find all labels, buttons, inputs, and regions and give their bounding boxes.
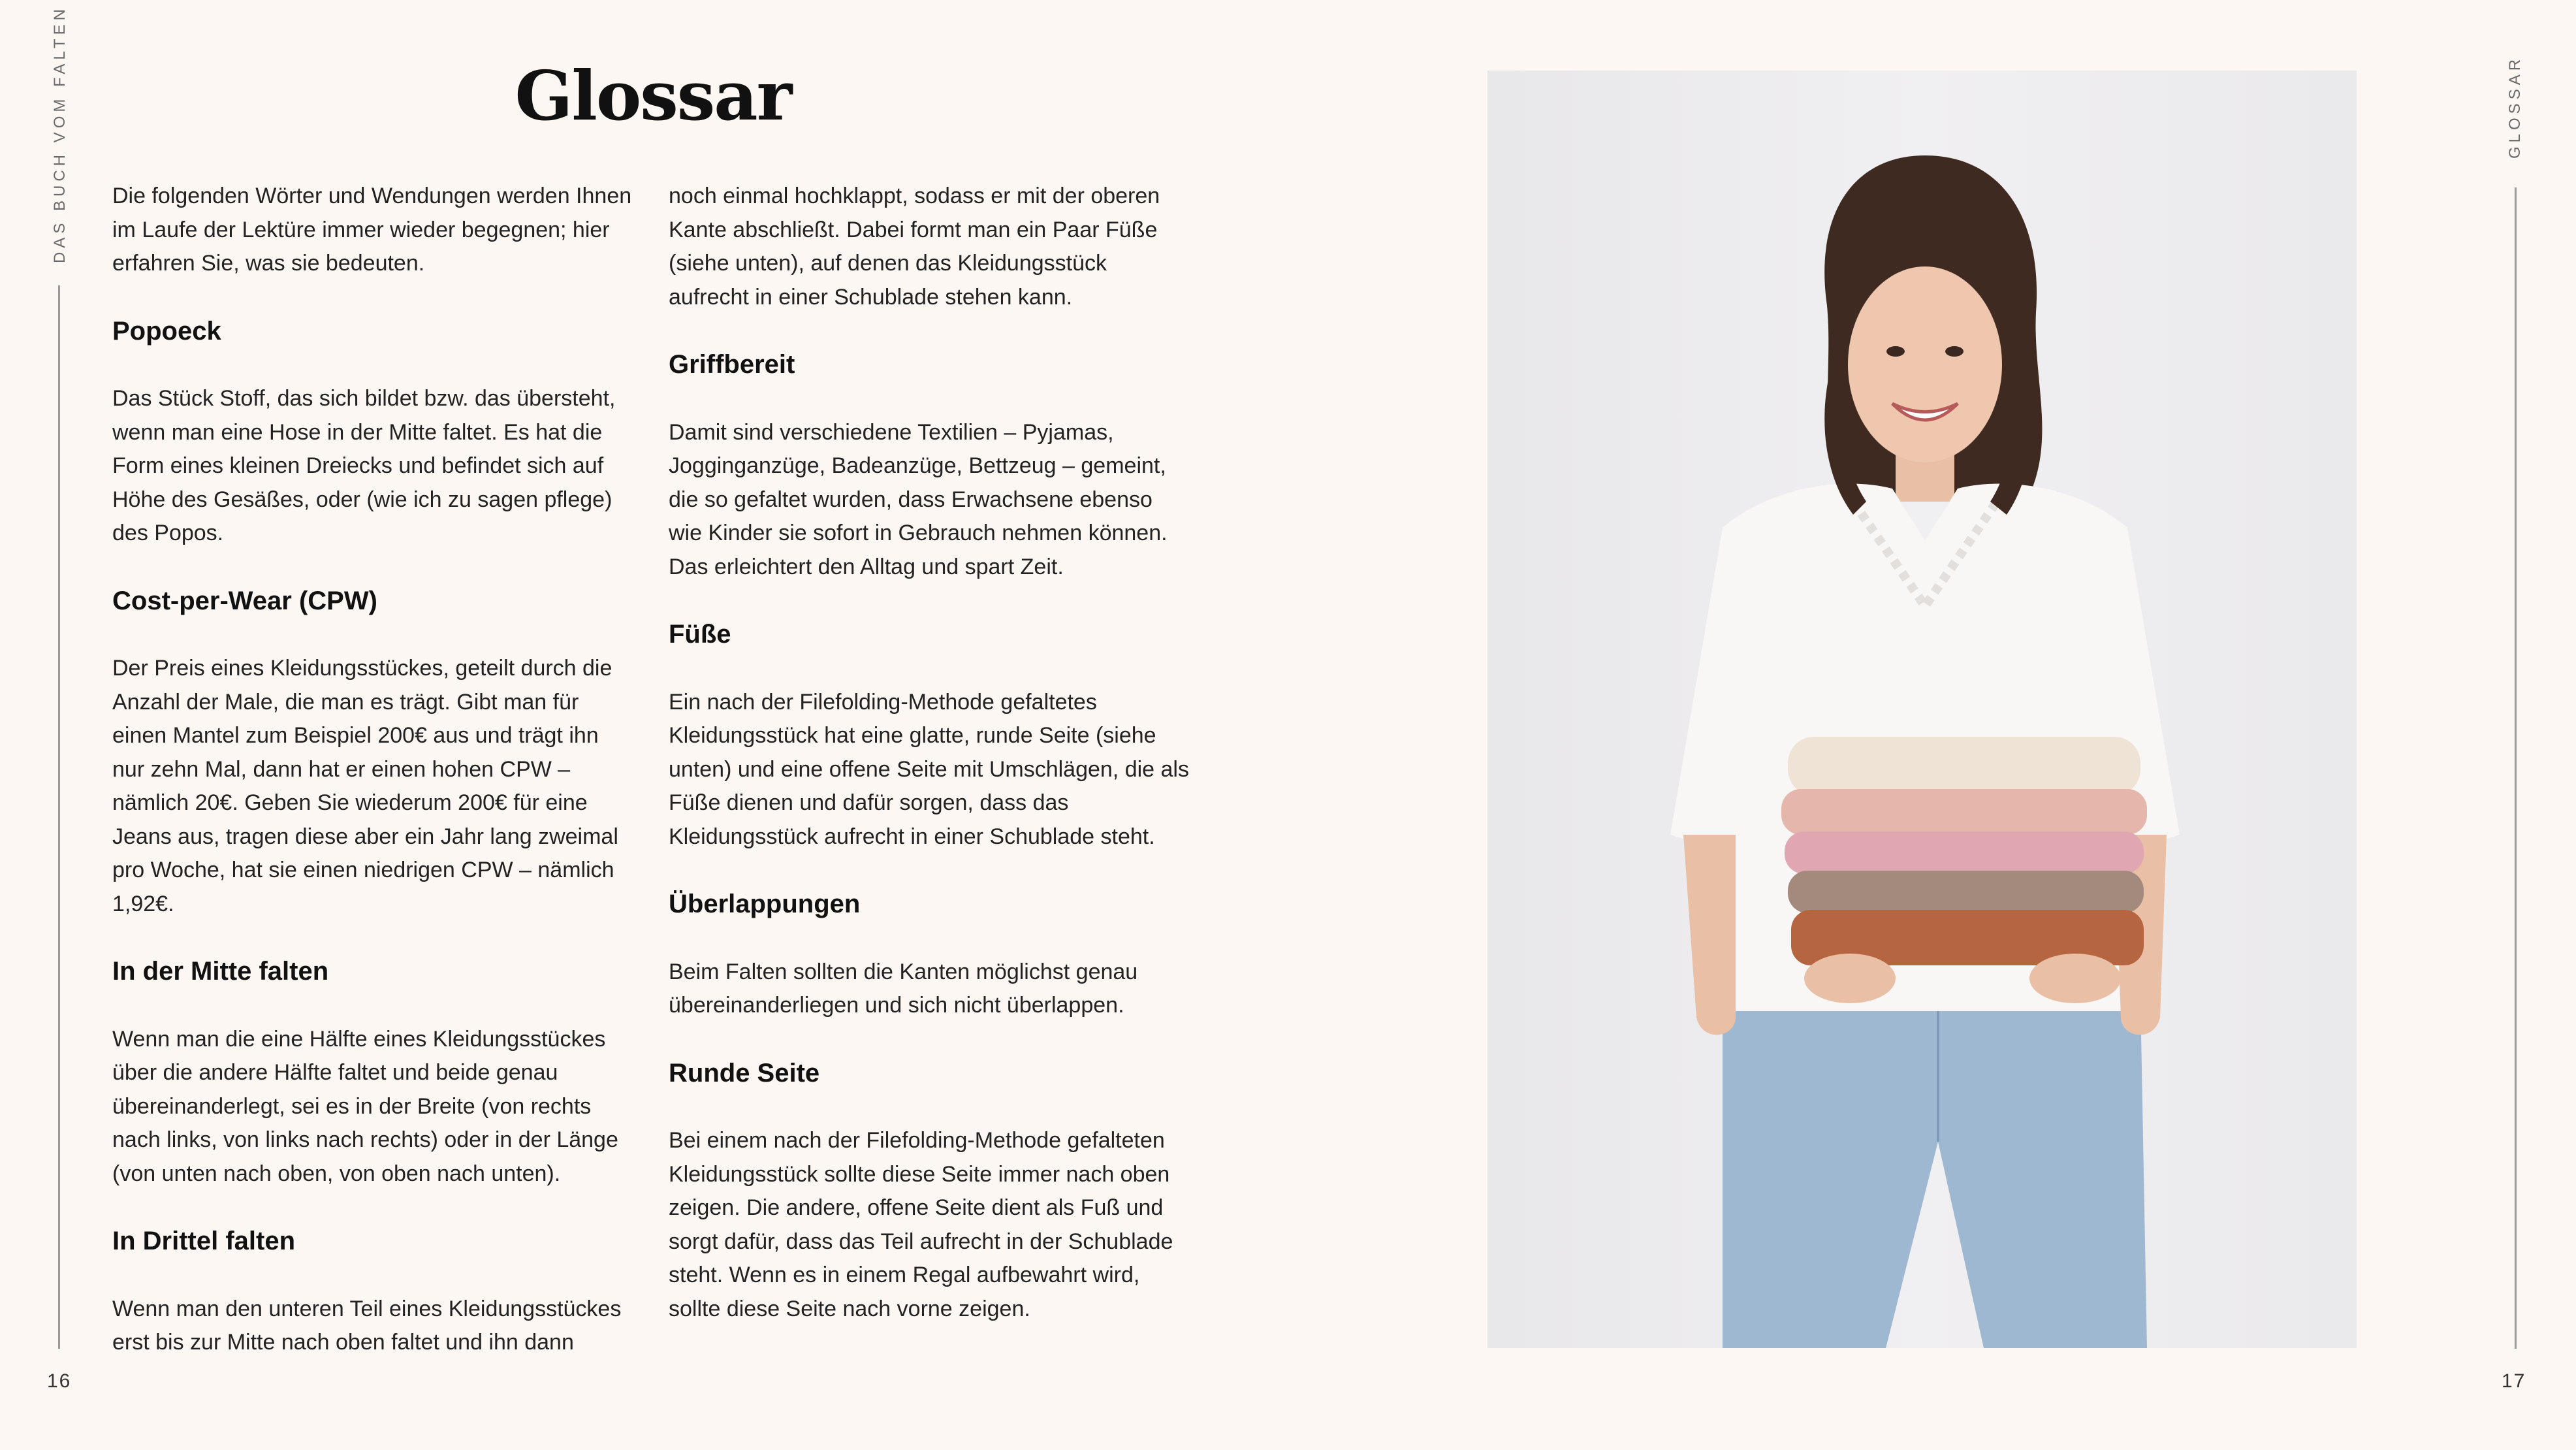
- page-number-right: 17: [2502, 1370, 2526, 1392]
- vertical-rule-left: [58, 285, 60, 1349]
- glossary-term: Füße: [669, 620, 731, 649]
- glossary-term: In der Mitte falten: [112, 957, 329, 986]
- running-head-right: GLOSSAR: [2506, 55, 2524, 159]
- glossary-definition: Der Preis eines Kleidungsstückes, geteilt durch die Anzahl der Male, die man es trägt. Gibt man für einen Mantel zum Beispiel 200€ aus und trägt ihn nur zehn Mal, dann hat er einen hohen CPW – nämlich 20€. Geben Sie wiederum 200€ für eine Jeans aus, tragen diese aber ein Jahr lang zweimal pro Woche, hat sie einen niedrigen CPW – nämlich 1,92€.: [112, 656, 618, 916]
- continued-paragraph: noch einmal hochklappt, sodass er mit der oberen Kante abschließt. Dabei formt man ein Paar Füße (siehe unten), auf denen das Kleidungsstück aufrecht in einer Schublade stehen kann.: [669, 184, 1160, 310]
- hand-right: [2029, 954, 2121, 1003]
- photo-illustration: [1487, 71, 2357, 1348]
- folded-sweater-taupe: [1788, 871, 2144, 913]
- glossary-term: Popoeck: [112, 316, 221, 346]
- arm-left: [1683, 835, 1736, 1035]
- glossary-definition: Das Stück Stoff, das sich bildet bzw. das übersteht, wenn man eine Hose in der Mitte faltet. Es hat die Form eines kleinen Dreiecks und befindet sich auf Höhe des Gesäßes, oder (wie ich zu sagen pflege) des Popos.: [112, 386, 616, 545]
- folded-sweater-cream: [1788, 737, 2140, 796]
- glossary-term: Griffbereit: [669, 350, 795, 379]
- page-number-left: 16: [47, 1370, 72, 1392]
- glossary-definition: Wenn man die eine Hälfte eines Kleidungsstückes über die andere Hälfte faltet und beide genau übereinanderlegt, sei es in der Breite (von rechts nach links, von links nach rechts) oder in der Länge (von unten nach oben, von oben nach unten).: [112, 1026, 618, 1186]
- jeans: [1723, 998, 2147, 1348]
- folded-sweater-pink: [1785, 831, 2144, 874]
- glossary-term: Cost-per-Wear (CPW): [112, 586, 377, 615]
- glossary-term: In Drittel falten: [112, 1227, 296, 1255]
- glossary-definition: Damit sind verschiedene Textilien – Pyjamas, Jogginganzüge, Badeanzüge, Bettzeug – gemeint, die so gefaltet wurden, dass Erwachsene ebenso wie Kinder sie sofort in Gebrauch nehmen können. Das erleichtert den Alltag und spart Zeit.: [669, 419, 1168, 579]
- folded-sweater-peach: [1781, 789, 2147, 835]
- glossary-definition: Ein nach der Filefolding-Methode gefaltetes Kleidungsstück hat eine glatte, runde Seite (siehe unten) und eine offene Seite mit Umschlägen, die als Füße dienen und dafür sorgen, dass das Kleidungsstück aufrecht in einer Schublade steht.: [669, 689, 1189, 849]
- intro-paragraph: Die folgenden Wörter und Wendungen werden Ihnen im Laufe der Lektüre immer wieder begegnen; hier erfahren Sie, was sie bedeuten.: [112, 184, 632, 276]
- text-column-2: [669, 180, 1191, 1326]
- glossary-term: Überlappungen: [669, 890, 861, 918]
- face: [1848, 266, 2002, 462]
- text-column-1: [112, 180, 635, 1360]
- glossary-definition: Wenn man den unteren Teil eines Kleidungsstückes erst bis zur Mitte nach oben faltet und ihn dann: [112, 1296, 622, 1355]
- hand-left: [1804, 954, 1896, 1003]
- glossary-definition: Bei einem nach der Filefolding-Methode gefalteten Kleidungsstück sollte diese Seite immer nach oben zeigen. Die andere, offene Seite dient als Fuß und sorgt dafür, dass das Teil aufrecht in der Schublade steht. Wenn es in einem Regal aufbewahrt wird, sollte diese Seite nach vorne zeigen.: [669, 1128, 1173, 1321]
- glossary-definition: Beim Falten sollten die Kanten möglichst genau übereinanderliegen und sich nicht überlappen.: [669, 959, 1138, 1018]
- vertical-rule-right: [2515, 187, 2517, 1349]
- running-head-left: DAS BUCH VOM FALTEN: [51, 5, 69, 263]
- glossary-term: Runde Seite: [669, 1058, 820, 1088]
- photo-woman-holding-folded-clothes: [1487, 71, 2357, 1348]
- page-title: Glossar: [515, 56, 791, 136]
